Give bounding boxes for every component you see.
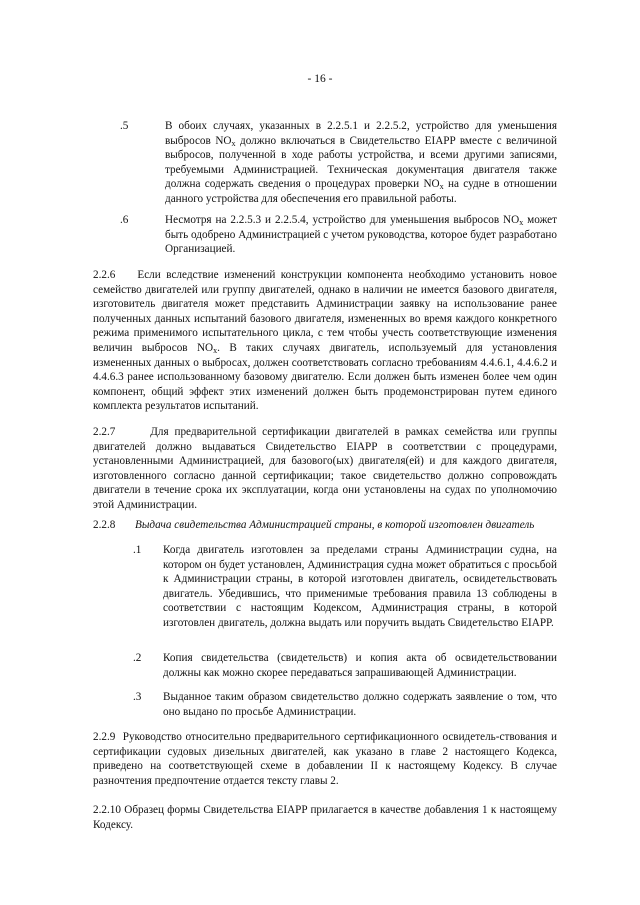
item-3-text: Выданное таким образом свидетельство должно содержать заявление о том, что оно выдано по просьбе Администрации. — [163, 691, 557, 718]
item-number: .6 — [120, 214, 129, 226]
section-2-2-7 — [93, 425, 557, 513]
section-text: Для предварительной сертификации двигателей в рамках семейства или группы двигателей должно выдаваться Свидетельство EIAPP в соответствии с процедурами, установленными Администрацией, для базового(ых) двигателя(ей) и для каждого двигателя, изготовленного согласно данной сертификации; такое свидетельство должно сопровождать двигатели в течение срока их эксплуатации, когда они установлены на судах по уполномочию этой Администрации. — [93, 426, 558, 511]
section-number: 2.2.7 — [93, 426, 116, 438]
item-number: .3 — [133, 691, 142, 703]
item-number: .1 — [133, 544, 142, 556]
item-5-text: В обоих случаях, указанных в 2.2.5.1 и 2.2.5.2, устройство для уменьшения выбросов $NO_x$ должно включаться в Свидетельство EIAPP вместе с величиной выбросов, полученной в ходе работы устройства, и всеми другими записями, требуемыми Администрацией. Техническая документация двигателя также должна содержать сведения о процедурах проверки $NO_x$ на судне в отношении данного устройства для обеспечения его правильной работы. — [165, 120, 558, 205]
section-text: Руководство относительно предварительного сертификационного освидетель-ствования и сертификации судовых дизельных двигателей, как указано в главе 2 настоящего Кодекса, приведено на соответствующей схеме в добавлении II к настоящему Кодексу. В случае разночтения предпочтение отдается тексту главы 2. — [93, 731, 558, 787]
section-2-2-8-heading: Выдача свидетельства Администрацией страны, в которой изготовлен двигатель — [135, 519, 535, 531]
item-number: .2 — [133, 652, 142, 664]
item-1-text: Когда двигатель изготовлен за пределами страны Администрации судна, на котором он будет установлен, Администрация судна может обратиться с просьбой к Администрации страны, в которой изготовлен двигатель, освидетельствовать двигатель. Убедившись, что применимые требования правила 13 соблюдены в соответствии с настоящим Кодексом, Администрация страны, в которой изготовлен двигатель, должна выдать или поручить выдать Свидетельство EIAPP. — [163, 544, 557, 629]
section-number: 2.2.9 — [93, 731, 116, 743]
item-number: .5 — [120, 120, 129, 132]
item-2-text: Копия свидетельства (свидетельств) и копия акта об освидетельствовании должны как можно скорее передаваться запрашивающей Администрации. — [163, 652, 557, 679]
item-6-text: Несмотря на 2.2.5.3 и 2.2.5.4, устройство для уменьшения выбросов $NO_x$ может быть одобрено Администрацией с учетом руководства, которое будет разработано Организацией. — [165, 214, 558, 256]
section-2-2-10 — [93, 803, 557, 832]
section-text: Образец формы Свидетельства EIAPP прилагается в качестве добавления 1 к настоящему Кодексу. — [93, 804, 558, 831]
section-number: 2.2.10 — [93, 804, 121, 816]
section-number: 2.2.6 — [93, 269, 116, 281]
section-number: 2.2.8 — [93, 519, 116, 531]
section-2-2-6 — [93, 268, 557, 414]
page-number: - 16 - — [307, 73, 333, 85]
section-2-2-9 — [93, 730, 557, 788]
section-text: Если вследствие изменений конструкции компонента необходимо установить новое семейство двигателей или группу двигателей, однако в наличии не имеется базового двигателя, изготовитель двигателя может представить Администрации заявку на использование ранее полученных данных испытаний базового двигателя, измененных во время каждого конкретного режима применимого испытательного цикла, с тем чтобы учесть соответствующие изменения величин выбросов $NO_x$. В таких случаях двигатель, используемый для установления измененных данных о выбросах, должен соответствовать согласно требованиям 4.4.6.1, 4.4.6.2 и 4.4.6.3 ранее использованному базовому двигателю. Если должен быть изменен более чем один компонент, общий эффект этих изменений должен быть продемонстрирован путем единого комплекта результатов испытаний. — [93, 269, 557, 413]
